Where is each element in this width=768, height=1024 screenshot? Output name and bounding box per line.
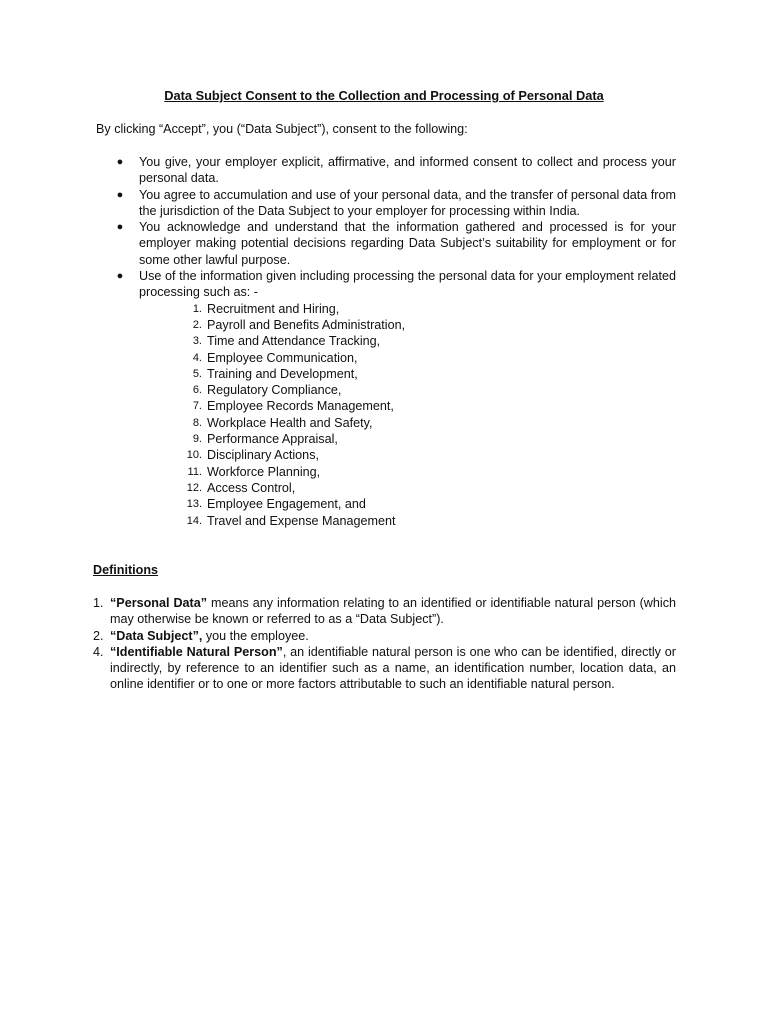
list-text: Employee Records Management, — [207, 399, 394, 414]
list-item — [184, 382, 676, 398]
list-number: 13. — [186, 498, 202, 511]
list-text: Recruitment and Hiring, — [207, 301, 340, 316]
list-number: 1. — [192, 302, 202, 315]
definition-number: 4. — [93, 644, 104, 659]
processing-list — [112, 301, 676, 529]
document-title: Data Subject Consent to the Collection and Processing of Personal Data — [164, 88, 604, 103]
bullet-item — [112, 268, 676, 301]
definition-number: 2. — [93, 628, 104, 643]
list-text: Disciplinary Actions, — [207, 448, 319, 463]
list-number: 7. — [192, 400, 202, 413]
list-number: 2. — [192, 318, 202, 331]
definition-term: “Personal Data” — [110, 596, 208, 610]
list-item — [184, 496, 676, 512]
definition-item — [93, 595, 676, 628]
definition-term: “Identifiable Natural Person” — [110, 644, 283, 659]
bullet-text: You acknowledge and understand that the information gathered and processed is for your employer making potential decisions regarding Data Subject’s suitability for employment or for some other lawful purpose. — [139, 220, 676, 267]
definition-text: , an identifiable natural person is one who can be identified, directly or indirectly, by reference to an identifier such as a name, an identification number, location data, an online identifier or to one or more factors attributable to such an identifiable natural person. — [110, 644, 676, 692]
list-item — [184, 333, 676, 349]
bullet-icon: ● — [116, 221, 124, 234]
bullet-text: Use of the information given including processing the personal data for your employment related processing such as: - — [139, 269, 676, 300]
definition-number: 1. — [93, 596, 104, 610]
bullet-icon: ● — [116, 156, 124, 168]
list-number: 11. — [187, 465, 202, 478]
list-number: 10. — [186, 449, 202, 462]
list-number: 14. — [186, 514, 202, 527]
list-text: Time and Attendance Tracking, — [207, 334, 381, 349]
list-item — [184, 398, 676, 414]
bullet-icon: ● — [116, 188, 124, 201]
definition-text: you the employee. — [202, 628, 309, 643]
bullet-item — [112, 187, 676, 220]
list-text: Performance Appraisal, — [207, 432, 338, 447]
intro-paragraph: By clicking “Accept”, you (“Data Subject”), consent to the following: — [96, 122, 468, 136]
list-item — [184, 431, 676, 447]
list-item — [184, 317, 676, 333]
consent-bullet-list — [112, 154, 676, 529]
list-text: Workforce Planning, — [207, 464, 321, 479]
list-text: Regulatory Compliance, — [207, 383, 342, 398]
list-text: Employee Engagement, and — [207, 497, 366, 512]
definition-text: means any information relating to an identified or identifiable natural person (which may otherwise be known or referred to as a “Data Subject”). — [110, 596, 676, 627]
list-text: Workplace Health and Safety, — [207, 415, 373, 430]
definition-term: “Data Subject”, — [110, 628, 203, 643]
list-text: Payroll and Benefits Administration, — [207, 317, 406, 332]
bullet-icon: ● — [116, 270, 124, 283]
list-number: 5. — [192, 367, 202, 380]
list-item — [184, 447, 676, 463]
list-item — [184, 366, 676, 382]
bullet-text: You give, your employer explicit, affirmative, and informed consent to collect and process your personal data. — [139, 155, 676, 186]
list-item — [184, 513, 676, 529]
bullet-item — [112, 219, 676, 268]
list-text: Access Control, — [207, 480, 296, 495]
list-number: 6. — [192, 384, 202, 397]
list-text: Travel and Expense Management — [207, 513, 396, 528]
list-text: Employee Communication, — [207, 350, 358, 365]
list-item — [184, 480, 676, 496]
list-item — [184, 350, 676, 366]
definitions-heading: Definitions — [93, 563, 159, 577]
definition-item — [93, 644, 676, 693]
list-item — [184, 464, 676, 480]
list-number: 3. — [192, 335, 202, 348]
definition-item — [93, 628, 676, 644]
list-number: 9. — [192, 433, 202, 446]
list-text: Training and Development, — [207, 366, 358, 381]
list-item — [184, 415, 676, 431]
list-number: 8. — [192, 416, 202, 429]
definitions-list — [93, 595, 676, 693]
bullet-item — [112, 154, 676, 187]
list-number: 12. — [186, 481, 202, 494]
bullet-text: You agree to accumulation and use of your personal data, and the transfer of personal data from the jurisdiction of the Data Subject to your employer for processing within India. — [139, 187, 676, 218]
list-item — [184, 301, 676, 317]
list-number: 4. — [192, 351, 202, 364]
